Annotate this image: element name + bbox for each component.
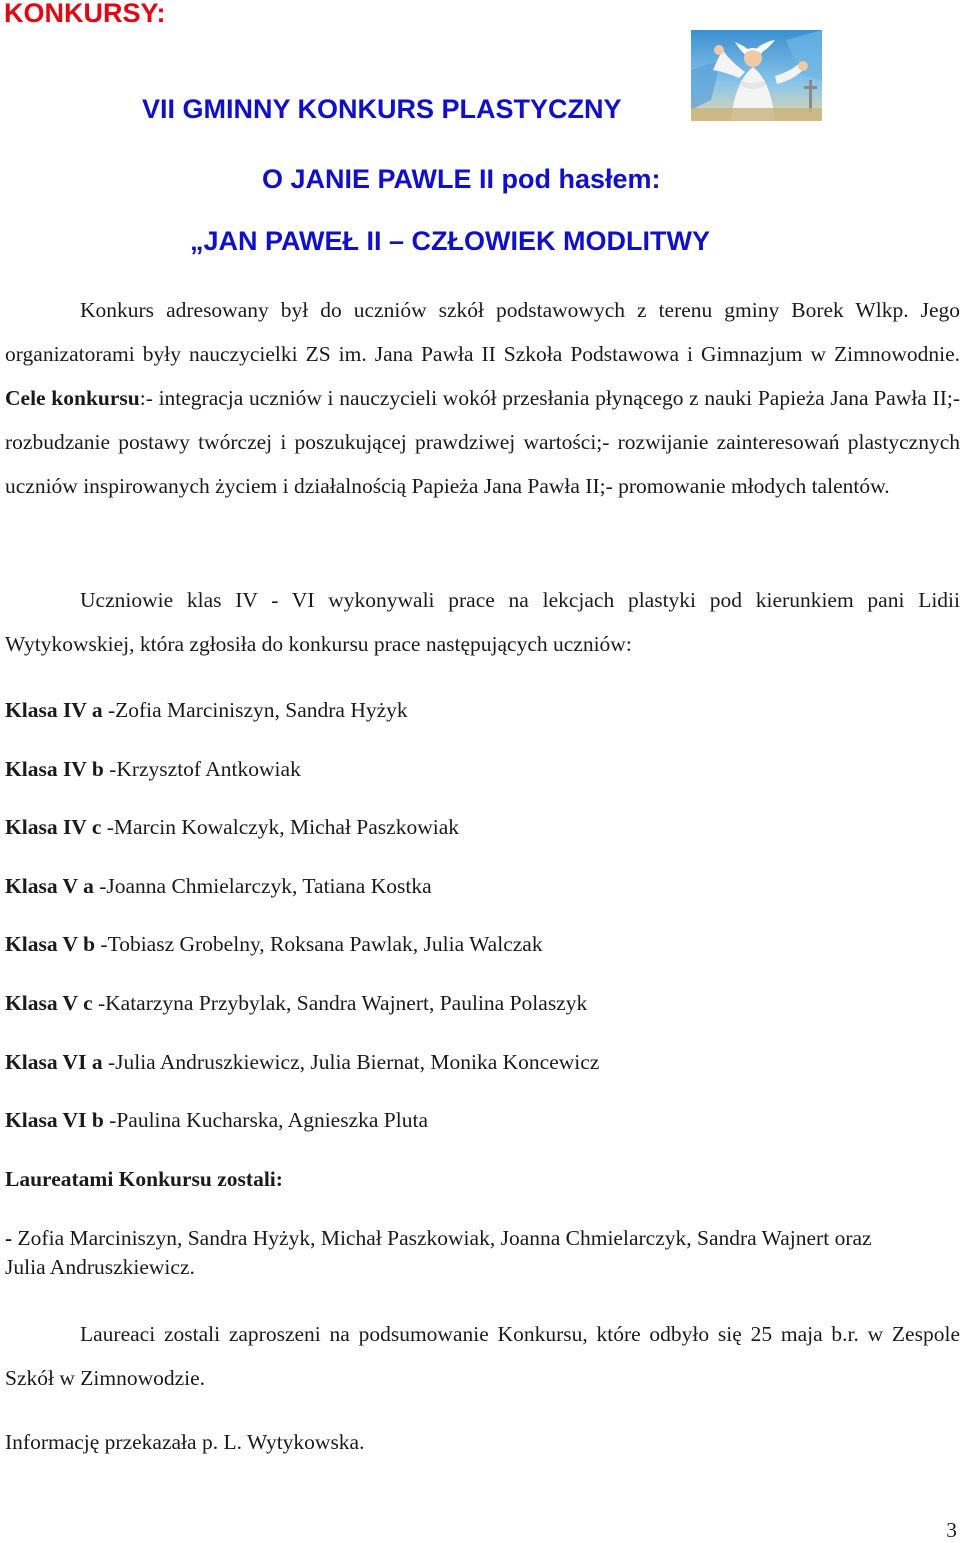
laureates-heading: [5, 1167, 283, 1192]
contest-title-line-3: „JAN PAWEŁ II – CZŁOWIEK MODLITWY: [190, 226, 710, 256]
class-line: [5, 698, 408, 723]
page-number: 3: [946, 1518, 957, 1542]
class-line: [5, 932, 543, 957]
class-label: Klasa V a: [5, 874, 94, 898]
goals-text: :- integracja uczniów i nauczycieli wokół przesłania płynącego z nauki Papieża Jana Pawła II;- rozbudzanie postawy twórczej i poszukującej prawdziwej wartości;- rozwijanie zainteresowań plastycznych uczniów inspirowanych życiem i działalnością Papieża Jana Pawła II;- promowanie młodych talentów.: [5, 386, 960, 498]
class-names: -Joanna Chmielarczyk, Tatiana Kostka: [93, 874, 432, 898]
class-line: [5, 757, 301, 782]
class-line: [5, 1050, 599, 1075]
class-names: -Zofia Marciniszyn, Sandra Hyżyk: [102, 698, 408, 722]
class-names: -Tobiasz Grobelny, Roksana Pawlak, Julia Walczak: [95, 932, 543, 956]
class-line: [5, 991, 587, 1016]
pope-john-paul-ii-image: [691, 30, 822, 121]
class-label: Klasa IV a: [5, 698, 103, 722]
class-label: Klasa IV b: [5, 757, 104, 781]
class-label: Klasa V b: [5, 932, 96, 956]
class-label: Klasa VI a: [5, 1050, 103, 1074]
goals-label: Cele konkursu: [5, 386, 140, 410]
laureates-names: Zofia Marciniszyn, Sandra Hyżyk, Michał Paszkowiak, Joanna Chmielarczyk, Sandra Wajnert oraz Julia Andruszkiewicz.: [5, 1226, 872, 1279]
class-line: [5, 1108, 428, 1133]
intro-paragraph: [5, 288, 960, 508]
contest-title-line-2: O JANIE PAWLE II pod hasłem:: [262, 164, 661, 194]
class-label: Klasa VI b: [5, 1108, 104, 1132]
invitation-paragraph: Laureaci zostali zaproszeni na podsumowanie Konkursu, które odbyło się 25 maja b.r. w Zespole Szkół w Zimnowodzie.: [5, 1322, 960, 1390]
laureates-heading-text: Laureatami Konkursu zostali:: [5, 1167, 283, 1191]
laureates-dash: -: [5, 1226, 13, 1250]
class-line: [5, 874, 432, 899]
contest-title-line-1: VII GMINNY KONKURS PLASTYCZNY: [142, 94, 622, 124]
pupils-intro-paragraph: Uczniowie klas IV - VI wykonywali prace na lekcjach plastyki pod kierunkiem pani Lidii Wytykowskiej, która zgłosiła do konkursu prace następujących uczniów:: [5, 588, 960, 656]
info-line: Informację przekazała p. L. Wytykowska.: [5, 1430, 365, 1454]
class-names: -Marcin Kowalczyk, Michał Paszkowiak: [101, 815, 460, 839]
class-names: -Katarzyna Przybylak, Sandra Wajnert, Paulina Polaszyk: [92, 991, 588, 1015]
class-names: -Krzysztof Antkowiak: [103, 757, 301, 781]
laureates-list: [5, 1224, 905, 1282]
class-label: Klasa V c: [5, 991, 93, 1015]
intro-text: Konkurs adresowany był do uczniów szkół podstawowych z terenu gminy Borek Wlkp. Jego organizatorami były nauczycielki ZS im. Jana Pawła II Szkoła Podstawowa i Gimnazjum w Zimnowodnie.: [5, 298, 960, 366]
class-names: -Paulina Kucharska, Agnieszka Pluta: [103, 1108, 428, 1132]
class-names: -Julia Andruszkiewicz, Julia Biernat, Monika Koncewicz: [102, 1050, 600, 1074]
section-title: KONKURSY:: [4, 0, 166, 28]
class-line: [5, 815, 459, 840]
class-label: Klasa IV c: [5, 815, 102, 839]
